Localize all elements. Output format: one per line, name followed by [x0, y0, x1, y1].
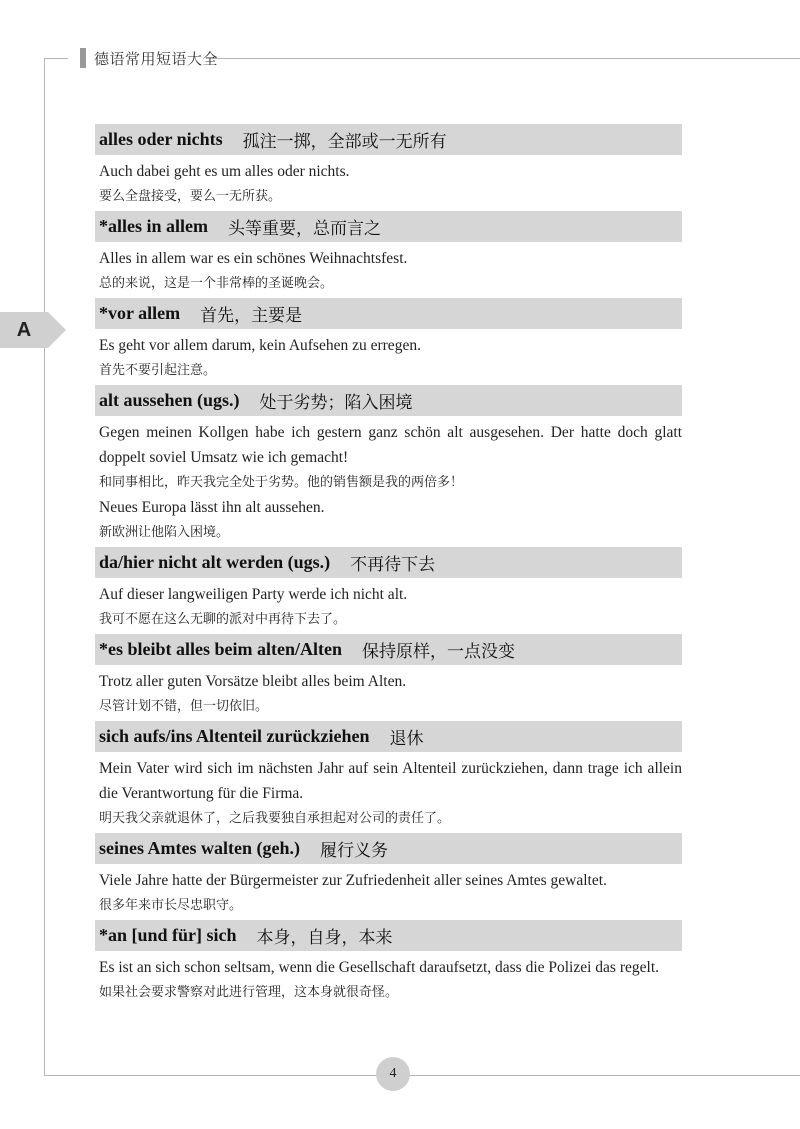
- entry-meaning: 本身，自身，本来: [256, 928, 393, 948]
- entry-meaning: 不再待下去: [350, 555, 436, 575]
- example-chinese: 明天我父亲就退休了，之后我要独自承担起对公司的责任了。: [99, 811, 451, 826]
- example-german: Es ist an sich schon seltsam, wenn die Gesellschaft daraufsetzt, dass die Polizei das regelt.: [99, 959, 659, 976]
- entry: [95, 124, 682, 211]
- entry: [95, 634, 682, 721]
- example-chinese: 和同事相比，昨天我完全处于劣势。他的销售额是我的两倍多！: [99, 475, 464, 490]
- example-chinese: 首先不要引起注意。: [99, 363, 217, 378]
- header-marker: [80, 48, 86, 68]
- example-german: Viele Jahre hatte der Bürgermeister zur Zufriedenheit aller seines Amtes gewaltet.: [99, 872, 607, 889]
- frame-line-top-right: [206, 58, 800, 59]
- entry-heading: [95, 833, 682, 864]
- entry-examples: [95, 155, 682, 211]
- example-chinese: 很多年来市长尽忠职守。: [99, 898, 243, 913]
- entry-term: *alles in allem: [99, 216, 208, 236]
- entry: [95, 211, 682, 298]
- entry-heading: [95, 124, 682, 155]
- entry-meaning: 履行义务: [319, 841, 388, 861]
- entry-heading: [95, 547, 682, 578]
- entry-term: da/hier nicht alt werden (ugs.): [99, 552, 331, 572]
- frame-line-bottom: [44, 1075, 800, 1076]
- entry-term: *vor allem: [99, 303, 181, 323]
- entry-term: alt aussehen (ugs.): [99, 390, 240, 410]
- entry-term: seines Amtes walten (geh.): [99, 838, 300, 858]
- entry-heading: [95, 634, 682, 665]
- entry-meaning: 保持原样，一点没变: [361, 642, 515, 662]
- entry-term: *an [und für] sich: [99, 925, 237, 945]
- entry-meaning: 孤注一掷，全部或一无所有: [242, 132, 447, 152]
- entry-examples: [95, 416, 682, 547]
- example-chinese: 如果社会要求警察对此进行管理，这本身就很奇怪。: [99, 985, 399, 1000]
- entry-meaning: 首先，主要是: [200, 306, 303, 326]
- frame-line-top-left: [44, 58, 68, 59]
- example-german: Alles in allem war es ein schönes Weihnachtsfest.: [99, 250, 408, 267]
- section-letter-tab: [0, 312, 48, 348]
- example-german: Neues Europa lässt ihn alt aussehen.: [99, 499, 325, 516]
- entry-examples: [95, 242, 682, 298]
- entry-examples: [95, 951, 682, 1007]
- entry-meaning: 退休: [389, 729, 424, 749]
- entry-examples: [95, 665, 682, 721]
- entry: [95, 385, 682, 547]
- entry-meaning: 处于劣势；陷入困境: [259, 393, 413, 413]
- entry: [95, 547, 682, 634]
- page-number-badge: [376, 1057, 410, 1091]
- entry-term: alles oder nichts: [99, 129, 223, 149]
- entry: [95, 833, 682, 920]
- example-german: Gegen meinen Kollgen habe ich gestern ganz schön alt ausgesehen. Der hatte doch glatt doppelt soviel Umsatz wie ich gemacht!: [99, 424, 682, 466]
- book-title: 德语常用短语大全: [94, 50, 219, 68]
- entry-meaning: 头等重要，总而言之: [228, 219, 381, 239]
- example-german: Auf dieser langweiligen Party werde ich nicht alt.: [99, 586, 408, 603]
- entry-examples: [95, 864, 682, 920]
- example-chinese: 我可不愿在这么无聊的派对中再待下去了。: [99, 612, 347, 627]
- entry-term: sich aufs/ins Altenteil zurückziehen: [99, 726, 370, 746]
- frame-line-left: [44, 58, 45, 1075]
- example-german: Mein Vater wird sich im nächsten Jahr auf sein Altenteil zurückziehen, dann trage ich allein die Verantwortung für die Firma.: [99, 760, 682, 802]
- example-chinese: 新欧洲让他陷入困境。: [99, 525, 230, 540]
- example-german: Auch dabei geht es um alles oder nichts.: [99, 163, 350, 180]
- example-chinese: 要么全盘接受，要么一无所获。: [99, 189, 282, 204]
- entry: [95, 920, 682, 1007]
- entry-list: [95, 124, 682, 1007]
- entry-heading: [95, 385, 682, 416]
- example-german: Es geht vor allem darum, kein Aufsehen zu erregen.: [99, 337, 421, 354]
- entry-heading: [95, 920, 682, 951]
- section-letter: A: [16, 318, 32, 341]
- entry-examples: [95, 578, 682, 634]
- entry-term: *es bleibt alles beim alten/Alten: [99, 639, 342, 659]
- entry-examples: [95, 752, 682, 833]
- example-german: Trotz aller guten Vorsätze bleibt alles beim Alten.: [99, 673, 407, 690]
- entry-heading: [95, 211, 682, 242]
- entry: [95, 298, 682, 385]
- example-chinese: 尽管计划不错，但一切依旧。: [99, 699, 269, 714]
- page-number: 4: [389, 1066, 397, 1081]
- entry-heading: [95, 298, 682, 329]
- entry-examples: [95, 329, 682, 385]
- example-chinese: 总的来说，这是一个非常棒的圣诞晚会。: [99, 276, 334, 291]
- entry: [95, 721, 682, 833]
- entry-heading: [95, 721, 682, 752]
